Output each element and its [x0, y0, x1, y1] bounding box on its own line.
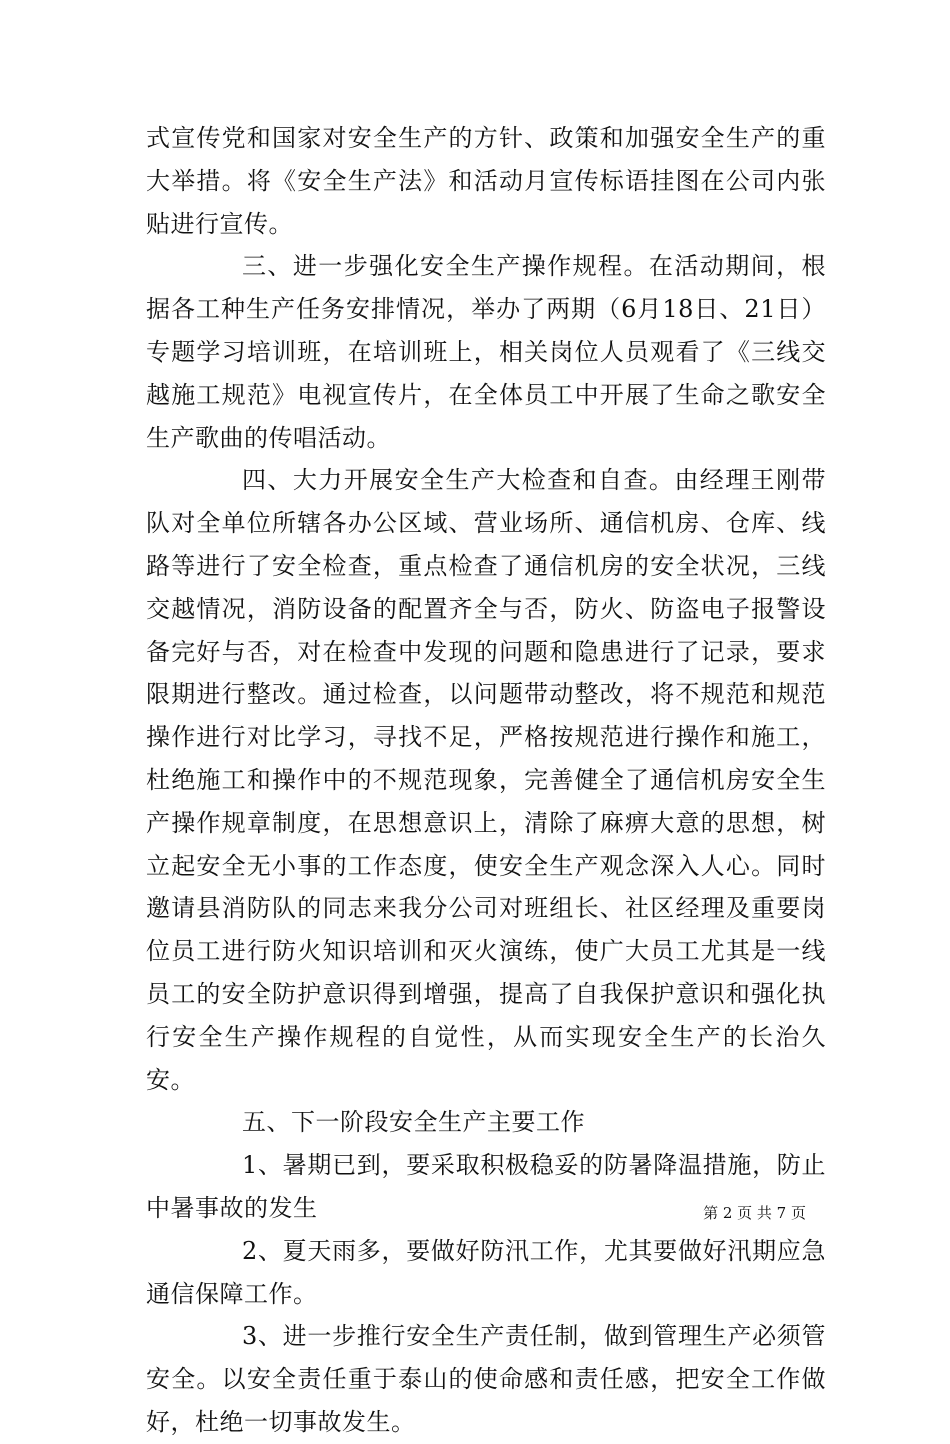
paragraph-section-four: 四、大力开展安全生产大检查和自查。由经理王刚带队对全单位所辖各办公区域、营业场所、通信机房、仓库、线路等进行了安全检查，重点检查了通信机房的安全状况，三线交越情况，消防设备的配置齐全与否，防火、防盗电子报警设备完好与否，对在检查中发现的问题和隐患进行了记录，要求限期进行整改。通过检查，以问题带动整改，将不规范和规范操作进行对比学习，寻找不足，严格按规范进行操作和施工，杜绝施工和操作中的不规范现象，完善健全了通信机房安全生产操作规章制度，在思想意识上，清除了麻痹大意的思想，树立起安全无小事的工作态度，使安全生产观念深入人心。同时邀请县消防队的同志来我分公司对班组长、社区经理及重要岗位员工进行防火知识培训和灭火演练，使广大员工尤其是一线员工的安全防护意识得到增强，提高了自我保护意识和强化执行安全生产操作规程的自觉性，从而实现安全生产的长治久安。: [146, 466, 826, 1094]
list-item-2: 2、夏天雨多，要做好防汛工作，尤其要做好汛期应急通信保障工作。: [146, 1236, 826, 1308]
list-item-3: 3、进一步推行安全生产责任制，做到管理生产必须管安全。以安全责任重于泰山的使命感和责任感，把安全工作做好，杜绝一切事故发生。: [146, 1322, 826, 1436]
document-body: [146, 117, 826, 1444]
page-number-footer: 第 2 页 共 7 页: [703, 1204, 806, 1222]
heading-section-five: 五、下一阶段安全生产主要工作: [242, 1108, 585, 1137]
paragraph-continuation: 式宣传党和国家对安全生产的方针、政策和加强安全生产的重大举措。将《安全生产法》和活动月宣传标语挂图在公司内张贴进行宣传。: [146, 124, 826, 238]
list-item-1: 1、暑期已到，要采取积极稳妥的防暑降温措施，防止中暑事故的发生: [146, 1151, 826, 1222]
paragraph-section-three: 三、进一步强化安全生产操作规程。在活动期间，根据各工种生产任务安排情况，举办了两期（6月18日、21日）专题学习培训班，在培训班上，相关岗位人员观看了《三线交越施工规范》电视宣传片，在全体员工中开展了生命之歌安全生产歌曲的传唱活动。: [146, 252, 826, 452]
